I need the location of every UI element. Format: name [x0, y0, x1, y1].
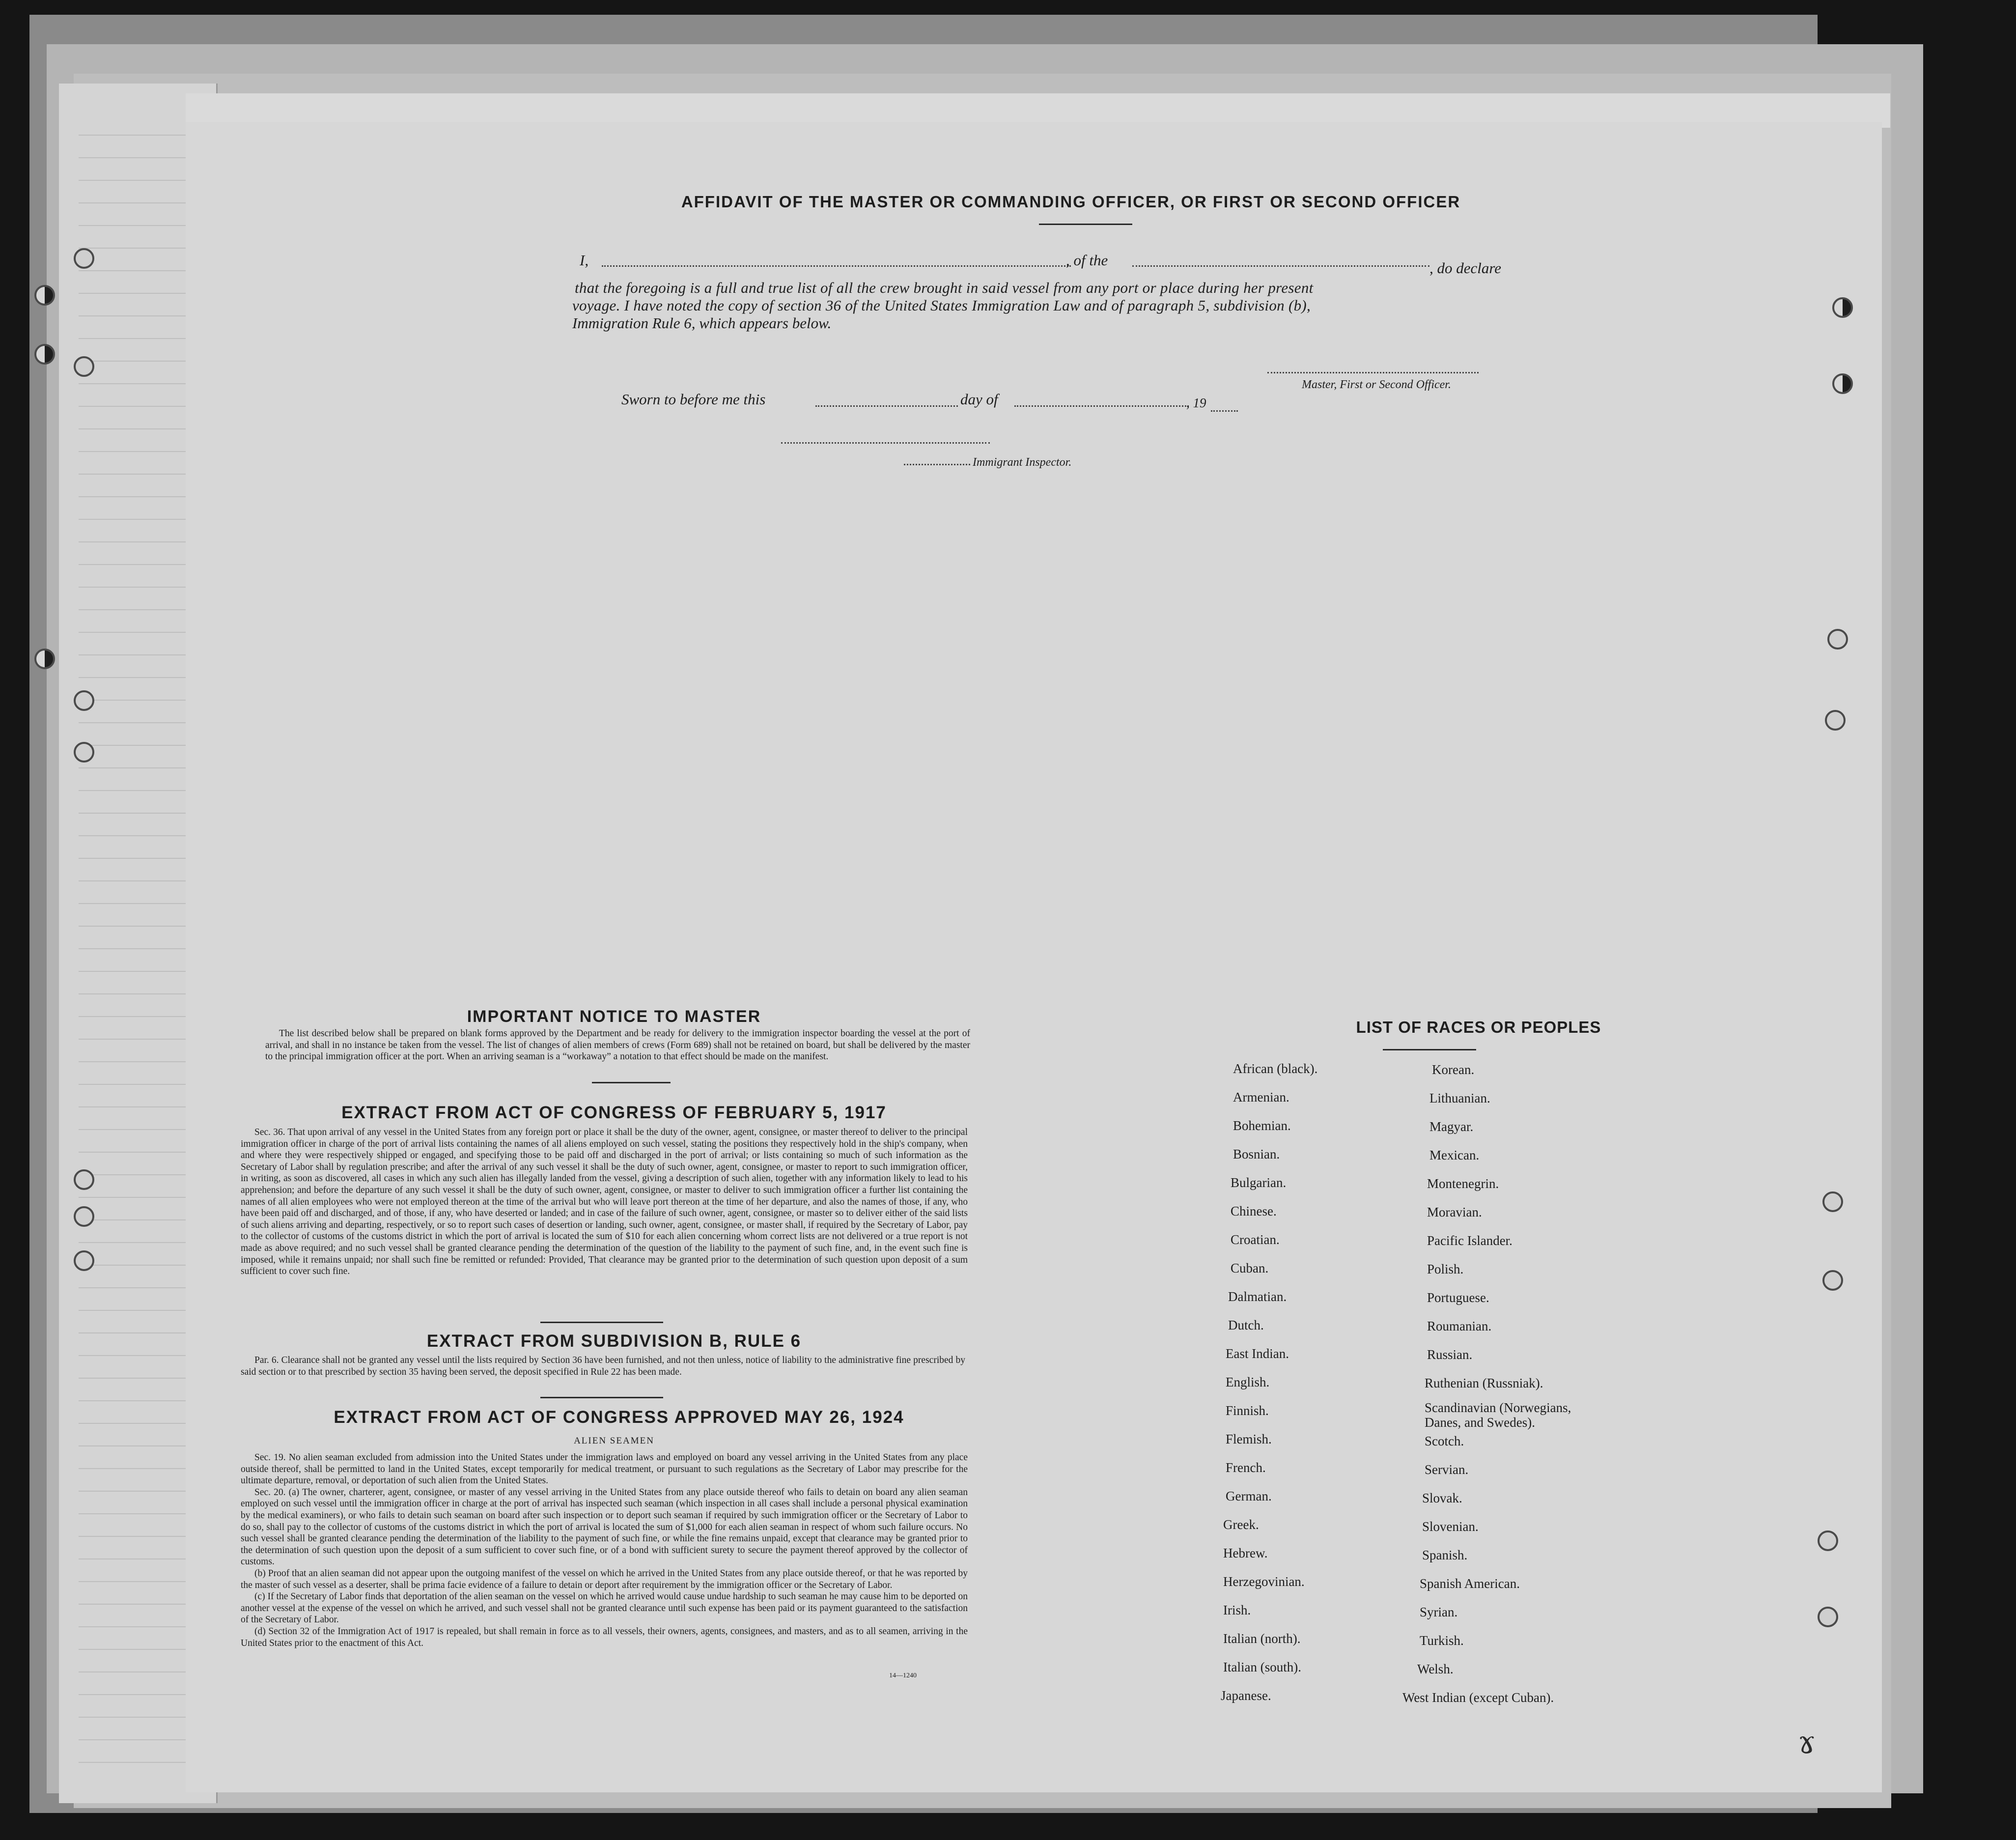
punch-hole-icon [1822, 1191, 1843, 1212]
punch-hole-icon [74, 248, 94, 269]
punch-hole-icon [1832, 373, 1853, 394]
divider [1383, 1049, 1476, 1050]
race-item: Pacific Islander. [1427, 1233, 1512, 1248]
race-item: Russian. [1427, 1347, 1473, 1362]
year-label: , 19 [1186, 396, 1206, 410]
race-item: Croatian. [1231, 1232, 1280, 1247]
affidavit-title: AFFIDAVIT OF THE MASTER OR COMMANDING OFFICER, OR FIRST OR SECOND OFFICER [681, 193, 1461, 211]
race-item: Herzegovinian. [1223, 1574, 1305, 1589]
punch-hole-icon [1827, 629, 1848, 650]
alien-seamen-subtitle: ALIEN SEAMEN [574, 1436, 654, 1446]
divider [540, 1322, 663, 1323]
race-item: Polish. [1427, 1262, 1464, 1276]
sworn-day-blank [815, 405, 958, 407]
punch-hole-icon [1822, 1270, 1843, 1291]
race-item: Welsh. [1417, 1662, 1454, 1676]
sec-20b-paragraph: (b) Proof that an alien seaman did not appear upon the outgoing manifest of the vessel on which he arrived in the United States from any place outside thereof, or that he was reported by the master of such vessel as a deserter, shall be prima facie evidence of a failure to detain or deport after requirement by the immigration officer or the Secretary of Labor. [241, 1568, 968, 1590]
sec-19-paragraph: Sec. 19. No alien seaman excluded from admission into the United States under the immigration laws and employed on board any vessel arriving in the United States from any place outside thereof, shall be permitted to land in the United States, except temporarily for medical treatment, or pursuant to such regulations as the Secretary of Labor may prescribe for the ultimate departure, removal, or deportation of such alien from the United States. [241, 1452, 968, 1486]
punch-hole-icon [74, 742, 94, 763]
race-item: Dutch. [1228, 1318, 1264, 1332]
race-item: Bosnian. [1233, 1147, 1280, 1161]
affidavit-do-declare: , do declare [1429, 259, 1502, 277]
race-item: Italian (south). [1223, 1660, 1301, 1674]
race-item: German. [1226, 1489, 1272, 1503]
day-of-label: day of [960, 391, 998, 408]
race-item: English. [1226, 1375, 1270, 1389]
month-blank [1014, 405, 1189, 407]
race-item: Portuguese. [1427, 1290, 1489, 1305]
punch-hole-icon [74, 690, 94, 711]
section-36-paragraph: Sec. 36. That upon arrival of any vessel in the United States from any foreign port or place it shall be the duty of the owner, agent, consignee, or master thereof to deliver to the principal immigration officer in charge of the port of arrival lists containing the names of all aliens employed on such vessel, stating the positions they respectively hold in the ship's company, when and where they were respectively shipped or engaged, and specifying those to be paid off and discharged in the port of arrival; or lists containing so much of such information as the Secretary of Labor shall by regulation prescribe; and after the arrival of any such vessel it shall be the duty of such owner, agent, consignee, or master to report to such immigration officer, in writing, as soon as discovered, all cases in which any such alien has illegally landed from the vessel, giving a description of such alien, together with any information likely to lead to his apprehension; and before the departure of any such vessel it shall be the duty of such owner, agent, consignee, or master to deliver to such immigration officer a further list containing the names of all alien employees who were not employed thereon at the time of the arrival but who will leave port thereon at the time of her departure, and also the names of those, if any, who have been paid off and discharged, and of those, if any, who have deserted or landed; and in case of the failure of such owner, agent, consignee, or master so to deliver either of the said lists of such aliens arriving and departing, respectively, or so to report such cases of desertion or landing, such owner, agent, consignee, or master shall, if required by the Secretary of Labor, pay to the collector of customs of the customs district in which the port of arrival is located the sum of $10 for each alien concerning whom correct lists are not delivered or a true report is not made as above required; and no such vessel shall be granted clearance pending the determination of the question of the liability to the payment of such fine, and, in the event such fine is imposed, while it remains unpaid; nor shall such fine be remitted or refunded: Provided, That clearance may be granted prior to the determination of such question upon deposit of a sum sufficient to cover such fine. [241, 1127, 968, 1277]
subdivision-text [241, 1355, 965, 1378]
subdivision-title: EXTRACT FROM SUBDIVISION B, RULE 6 [426, 1331, 802, 1351]
master-signature-label: Master, First or Second Officer. [1302, 378, 1451, 391]
inspector-signature-line [781, 442, 990, 444]
race-item: Lithuanian. [1429, 1091, 1490, 1105]
affidavit-line: Immigration Rule 6, which appears below. [572, 314, 832, 332]
race-item: Montenegrin. [1427, 1176, 1499, 1191]
punch-hole-icon [34, 285, 55, 306]
punch-hole-icon [74, 1250, 94, 1271]
divider [592, 1082, 671, 1083]
race-item: Magyar. [1429, 1119, 1474, 1134]
race-item: Slovenian. [1422, 1519, 1479, 1534]
extract-1924-text [241, 1452, 968, 1649]
race-item: Armenian. [1233, 1090, 1289, 1104]
divider [540, 1397, 663, 1398]
race-item: Turkish. [1420, 1633, 1464, 1648]
notice-paragraph: The list described below shall be prepared on blank forms approved by the Department and be ready for delivery to the immigration inspector boarding the vessel at the port of arrival, and shall in no instance be taken from the vessel. The list of changes of alien members of crews (Form 689) shall not be retained on board, but shall be delivered by the master to the principal immigration officer at the port. When an arriving seaman is a “workaway” a notation to that effect should be made on the manifest. [265, 1028, 970, 1062]
divider [1039, 224, 1132, 225]
extract-1917-text [241, 1127, 968, 1277]
punch-hole-icon [34, 649, 55, 669]
race-item: Scandinavian (Norwegians, Danes, and Swedes). [1425, 1400, 1571, 1430]
notice-text [265, 1028, 970, 1063]
race-item: Moravian. [1427, 1205, 1482, 1219]
race-item: Spanish American. [1420, 1576, 1520, 1591]
race-item: East Indian. [1226, 1346, 1289, 1361]
race-item: Mexican. [1429, 1148, 1480, 1162]
handwritten-mark: ɤ [1798, 1725, 1816, 1761]
notice-title: IMPORTANT NOTICE TO MASTER [467, 1007, 761, 1026]
race-item: Bulgarian. [1231, 1175, 1287, 1190]
punch-hole-icon [34, 344, 55, 365]
punch-hole-icon [1832, 297, 1853, 318]
races-title: LIST OF RACES OR PEOPLES [1356, 1018, 1601, 1036]
punch-hole-icon [74, 356, 94, 377]
race-item: Roumanian. [1427, 1319, 1492, 1333]
race-item: Finnish. [1226, 1403, 1269, 1418]
affidavit-line: voyage. I have noted the copy of section 36 of the United States Immigration Law and of paragraph 5, subdivision (b), [572, 297, 1311, 314]
race-item: Scotch. [1425, 1434, 1464, 1448]
ruled-margin-strip [79, 113, 196, 1783]
race-item: Bohemian. [1233, 1118, 1291, 1133]
affidavit-line: that the foregoing is a full and true list of all the crew brought in said vessel from any port or place during her present [575, 279, 1314, 296]
inspector-label: Immigrant Inspector. [973, 456, 1072, 469]
sworn-label: Sworn to before me this [621, 391, 766, 408]
punch-hole-icon [1818, 1607, 1838, 1627]
master-signature-line [1267, 372, 1479, 373]
race-item: West Indian (except Cuban). [1402, 1690, 1554, 1705]
race-item: Irish. [1223, 1603, 1251, 1617]
vessel-blank-line [1132, 265, 1429, 267]
race-item: Greek. [1223, 1517, 1259, 1532]
name-blank-line [602, 265, 1071, 267]
punch-hole-icon [1825, 710, 1846, 731]
par-6-paragraph: Par. 6. Clearance shall not be granted any vessel until the lists required by Section 36 have been furnished, and not then unless, notice of liability to the administrative fine prescribed by said section or to that prescribed by section 35 having been served, the deposit specified in Rule 22 has been made. [241, 1355, 965, 1377]
race-item: African (black). [1233, 1061, 1318, 1076]
extract-1917-title: EXTRACT FROM ACT OF CONGRESS OF FEBRUARY 5, 1917 [341, 1103, 887, 1122]
race-item: Cuban. [1231, 1261, 1269, 1275]
sec-20c-paragraph: (c) If the Secretary of Labor finds that deportation of the alien seaman on the vessel on which he arrived would cause undue hardship to such seaman he may cause him to be deported on another vessel at the expense of the vessel on which he arrived, and such vessel shall not be granted clearance until such expense has been paid or its payment guaranteed to the satisfaction of the Secretary of Labor. [241, 1591, 968, 1625]
race-item: Hebrew. [1223, 1546, 1268, 1560]
punch-hole-icon [1818, 1530, 1838, 1551]
race-item: Dalmatian. [1228, 1289, 1287, 1304]
sec-20d-paragraph: (d) Section 32 of the Immigration Act of 1917 is repealed, but shall remain in force as to all vessels, their owners, agents, consignees, and masters, and as to all seamen, arriving in the United States prior to the enactment of this Act. [241, 1626, 968, 1648]
race-item: Chinese. [1231, 1204, 1277, 1218]
race-item: Korean. [1432, 1062, 1475, 1077]
extract-1924-title: EXTRACT FROM ACT OF CONGRESS APPROVED MAY 26, 1924 [334, 1408, 904, 1427]
race-item: Ruthenian (Russniak). [1425, 1376, 1543, 1390]
affidavit-of-the: , of the [1066, 252, 1108, 269]
race-item: Slovak. [1422, 1491, 1462, 1505]
sec-20-paragraph: Sec. 20. (a) The owner, charterer, agent, consignee, or master of any vessel arriving in the United States from any place outside thereof who fails to detain on board any alien seaman employed on such vessel until the immigration officer in charge at the port of arrival has inspected such seaman (which inspection in all cases shall include a personal physical examination by the medical examiners), or who fails to detain such seaman on board after such inspection or to deport such seaman if required by such immigration officer or the Secretary of Labor to do so, shall pay to the collector of customs of the customs district in which the port of arrival is located the sum of $1,000 for each alien seaman in respect of whom such failure occurs. No such vessel shall be granted clearance pending the determination of the liability to the payment of such fine, or while the fine remains unpaid, except that clearance may be granted prior to the determination of such question upon the deposit of a sum sufficient to cover such fine, or of a bond with sufficient surety to secure the payment thereof approved by the collector of customs. [241, 1487, 968, 1567]
race-item: French. [1226, 1460, 1266, 1475]
race-item: Syrian. [1420, 1605, 1458, 1619]
race-item: Japanese. [1221, 1688, 1271, 1703]
race-item: Spanish. [1422, 1548, 1468, 1562]
year-blank [1211, 410, 1238, 412]
race-item: Flemish. [1226, 1432, 1272, 1446]
inspector-prefix-line [904, 464, 970, 465]
form-number: 14—1240 [889, 1672, 917, 1679]
race-item: Servian. [1425, 1462, 1469, 1477]
punch-hole-icon [74, 1169, 94, 1190]
race-item: Italian (north). [1223, 1631, 1301, 1646]
affidavit-i-label: I, [580, 252, 589, 269]
punch-hole-icon [74, 1206, 94, 1227]
